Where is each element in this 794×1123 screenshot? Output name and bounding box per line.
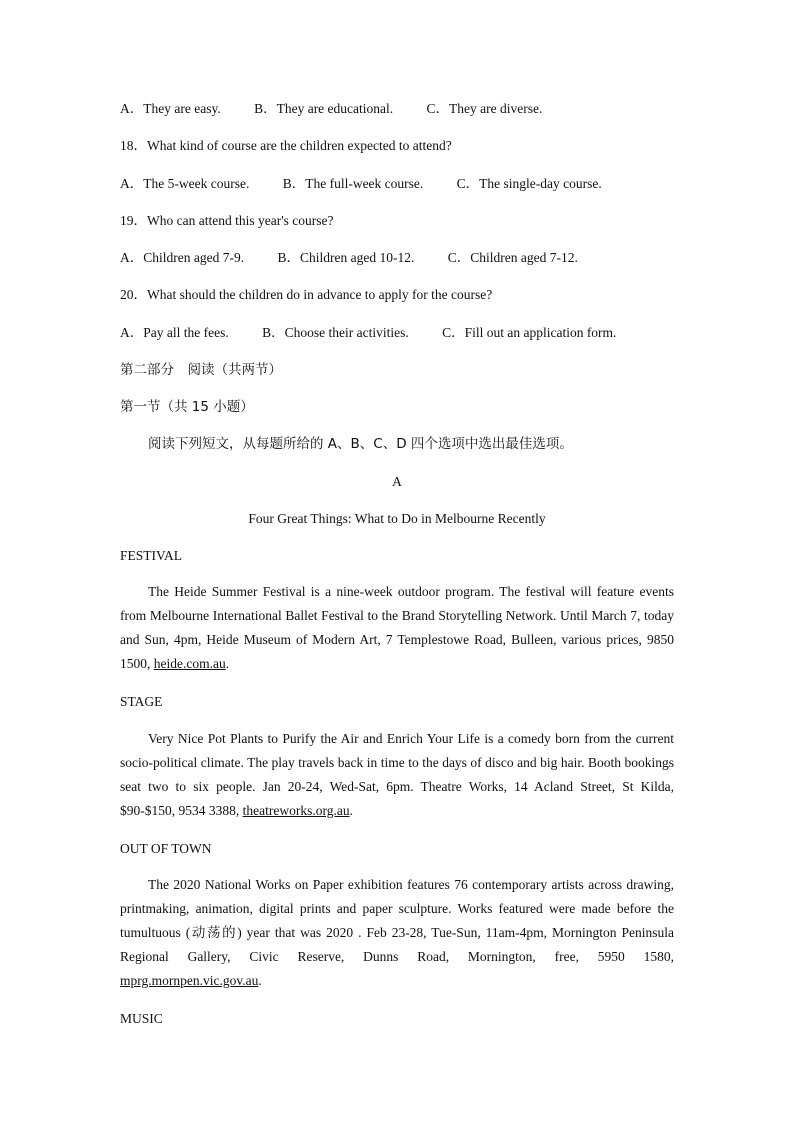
out-of-town-heading: OUT OF TOWN [120,841,212,856]
q20-option-b[interactable]: B．Choose their activities. [262,325,409,340]
q20-option-c[interactable]: C．Fill out an application form. [442,325,617,340]
q17-options [120,100,542,118]
q18-option-c[interactable]: C．The single-day course. [456,176,602,191]
q17-option-c[interactable]: C．They are diverse. [426,101,543,116]
out-of-town-text-before: The 2020 National Works on Paper exhibition features 76 contemporary artists across drawing, printmaking, animation, digital prints and paper sculpture. Works featured were made before the tumultuous ( [120,877,674,940]
q20-options [120,324,616,342]
q17-option-b[interactable]: B．They are educational. [254,101,394,116]
festival-paragraph [120,580,674,676]
festival-link[interactable]: heide.com.au [153,656,226,671]
stage-link[interactable]: theatreworks.org.au [242,803,350,818]
q19-option-c[interactable]: C．Children aged 7-12. [447,250,578,265]
out-of-town-end: . [258,973,262,988]
q18-option-a[interactable]: A．The 5-week course. [120,176,250,191]
stage-text: Very Nice Pot Plants to Purify the Air and Enrich Your Life is a comedy born from the current socio-political climate. The play travels back in time to the days of disco and big hair. Booth bookings seat two to six people. Jan 20-24, Wed-Sat, 6pm. Theatre Works, 14 Acland Street, St Kilda, $90-$150, 9534 3388, [120,731,674,818]
q19-option-b[interactable]: B．Children aged 10-12. [277,250,415,265]
out-of-town-gloss: 动荡的 [190,925,238,941]
out-of-town-text-after: ) year that was 2020 . Feb 23-28, Tue-Sun, 11am-4pm, Mornington Peninsula Regional Gallery, Civic Reserve, Dunns Road, Mornington, free, 5950 1580, [120,925,675,964]
q18-question: 18．What kind of course are the children expected to attend? [120,138,452,153]
q19-option-a[interactable]: A．Children aged 7-9. [120,250,245,265]
passage-title: Four Great Things: What to Do in Melbourne Recently [248,511,546,526]
music-heading: MUSIC [120,1011,163,1026]
q19-question: 19．Who can attend this year's course? [120,213,334,228]
out-of-town-link[interactable]: mprg.mornpen.vic.gov.au [120,973,259,988]
festival-heading: FESTIVAL [120,548,183,563]
festival-end: . [225,656,230,671]
q18-option-b[interactable]: B．The full-week course. [282,176,424,191]
q19-options [120,249,578,267]
stage-heading: STAGE [120,694,163,709]
out-of-town-paragraph [120,873,674,993]
q20-option-a[interactable]: A．Pay all the fees. [120,325,229,340]
q17-option-a[interactable]: A．They are easy. [120,101,221,116]
passage-letter: A [392,474,402,489]
stage-end: . [349,803,353,818]
q18-options [120,175,602,193]
part-title: 第二部分 阅读（共两节） [120,362,282,378]
section-instruction: 阅读下列短文，从每题所给的 A、B、C、D 四个选项中选出最佳选项。 [148,436,573,452]
q20-question: 20．What should the children do in advance to apply for the course? [120,287,493,302]
stage-paragraph [120,727,674,823]
section-subtitle: 第一节（共 15 小题） [120,399,254,415]
festival-text: The Heide Summer Festival is a nine-week outdoor program. The festival will feature events from Melbourne International Ballet Festival to the Brand Storytelling Network. Until March 7, today and Sun, 4pm, Heide Museum of Modern Art, 7 Templestowe Road, Bulleen, various prices, 9850 1500, [120,584,674,671]
